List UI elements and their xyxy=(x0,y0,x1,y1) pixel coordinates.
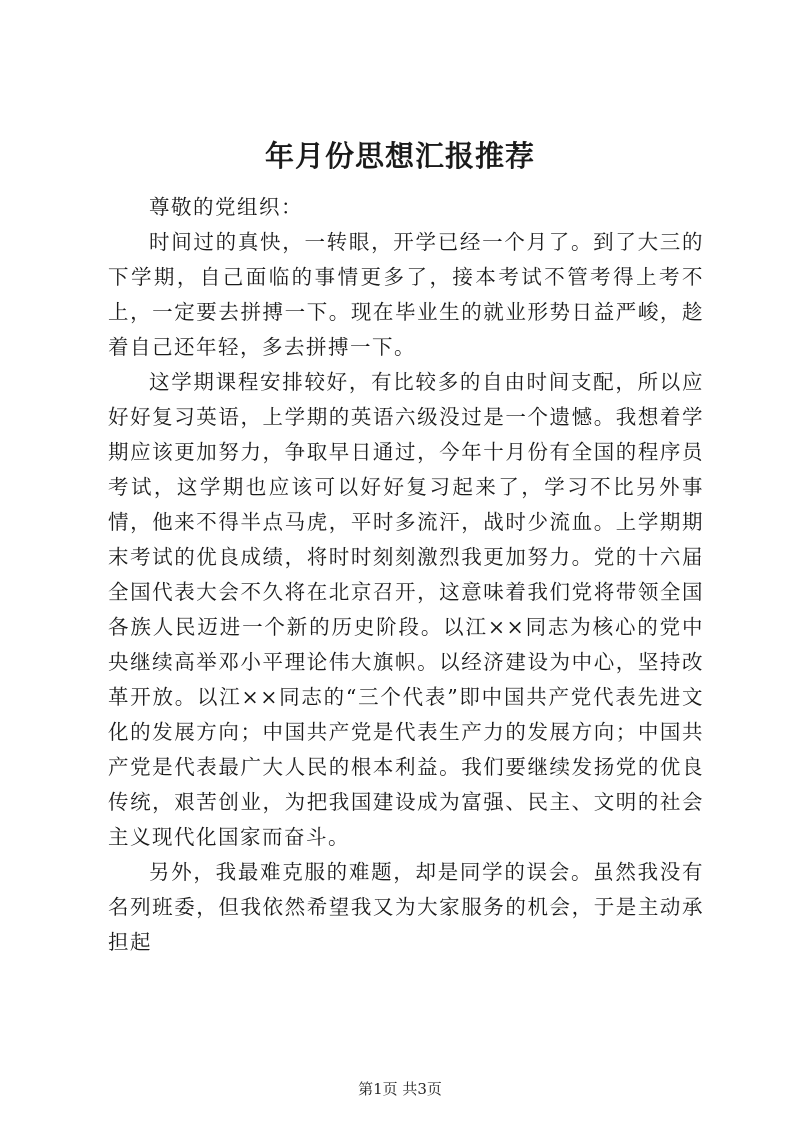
document-body xyxy=(108,190,704,960)
salutation: 尊敬的党组织： xyxy=(149,195,303,219)
paragraph: 时间过的真快，一转眼，开学已经一个月了。到了大三的下学期，自己面临的事情更多了，接本考试不管考得上考不上，一定要去拼搏一下。现在毕业生的就业形势日益严峻，趁着自己还年轻，多去拼搏一下。 xyxy=(108,230,704,359)
paragraph: 另外，我最难克服的难题，却是同学的误会。虽然我没有名列班委，但我依然希望我又为大家服务的机会，于是主动承担起 xyxy=(108,860,704,954)
paragraph: 这学期课程安排较好，有比较多的自由时间支配，所以应好好复习英语，上学期的英语六级没过是一个遗憾。我想着学期应该更加努力，争取早日通过，今年十月份有全国的程序员考试，这学期也应该可以好好复习起来了，学习不比另外事情，他来不得半点马虎，平时多流汗，战时少流血。上学期期末考试的优良成绩，将时时刻刻激烈我更加努力。党的十六届全国代表大会不久将在北京召开，这意味着我们党将带领全国各族人民迈进一个新的历史阶段。以江××同志为核心的党中央继续高举邓小平理论伟大旗帜。以经济建设为中心，坚持改革开放。以江××同志的“三个代表”即中国共产党代表先进文化的发展方向；中国共产党是代表生产力的发展方向；中国共产党是代表最广大人民的根本利益。我们要继续发扬党的优良传统，艰苦创业，为把我国建设成为富强、民主、文明的社会主义现代化国家而奋斗。 xyxy=(108,370,704,849)
page-footer: 第1页 共3页 xyxy=(358,1080,442,1098)
document-title: 年月份思想汇报推荐 xyxy=(264,139,535,173)
